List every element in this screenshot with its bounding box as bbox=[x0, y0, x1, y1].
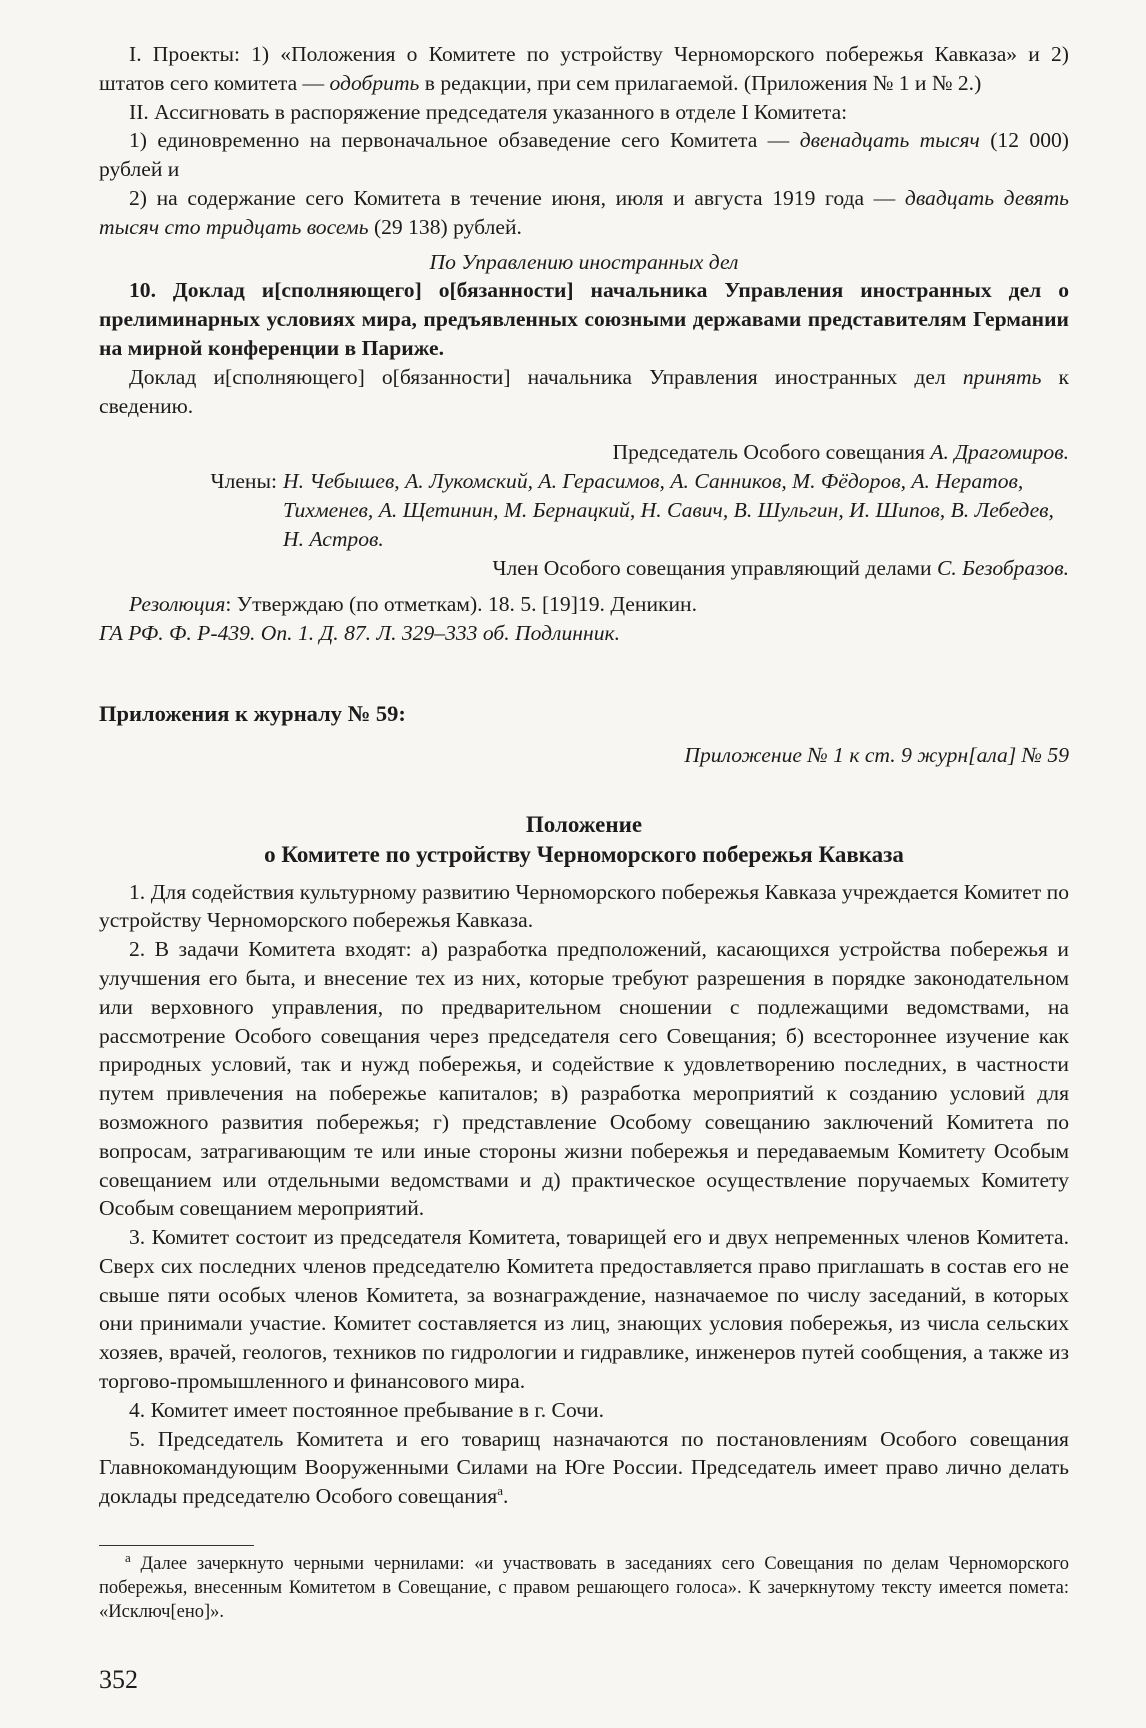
allocation-paragraph: II. Ассигновать в распоряжение председателя указанного в отделе I Комитета: bbox=[129, 99, 848, 124]
clause-5: 5. Председатель Комитета и его товарищ назначаются по постановлениям Особого совещания Главнокомандующим Вооруженными Силами на Юге России. Председатель имеет право лично делать доклады председателю Особого совещания$^а$. bbox=[99, 1426, 1069, 1509]
allocation-item-1-end: (12 000) рублей и bbox=[99, 128, 1069, 182]
regulation-title-2: о Комитете по устройству Черноморского побережья Кавказа bbox=[264, 841, 904, 867]
page-body bbox=[99, 40, 1069, 1624]
decision-text: Доклад и[сполняющего] о[бязанности] начальника Управления иностранных дел bbox=[129, 364, 963, 389]
resolution-label: Резолюция bbox=[129, 592, 226, 617]
clause-3: 3. Комитет состоит из председателя Комитета, товарищей его и двух непременных членов Комитета. Сверх сих последних членов председателю Комитета предоставляется право приглашать в состав его не свыше пяти особых членов Комитета, за вознаграждение, назначаемое по числу заседаний, в которых они принимали участие. Комитет составляется из лиц, знающих условия побережья, из числа сельских хозяев, врачей, геологов, техников по гидрологии и гидравлике, инженеров путей сообщения, а также из торгово-промышленного и финансового мира. bbox=[99, 1225, 1069, 1394]
resolution-text: : Утверждаю (по отметкам). 18. 5. [19]19. Деникин. bbox=[225, 592, 698, 617]
members-names: Н. Чебышев, А. Лукомский, А. Герасимов, А. Санников, М. Фёдоров, А. Нератов, Тихменев, А. Щетинин, М. Бернацкий, Н. Савич, В. Шульгин, И. Шипов, В. Лебедев, Н. Астров. bbox=[283, 469, 1054, 551]
allocation-item-2 bbox=[99, 184, 1069, 242]
members-label: Члены: bbox=[210, 469, 277, 494]
clause-2: 2. В задачи Комитета входят: а) разработка предположений, касающихся устройства побережья и улучшения его быта, и внесение тех из них, которые требуют разрешения в порядке законодательном или верховного управления, по предварительном сношении с подлежащими ведомствами, на рассмотрение Особого совещания через председателя сего Совещания; б) всестороннее изучение как природных условий, так и нужд побережья, и содействие к удовлетворению последних, в частности путем привлечения на побережье капиталов; в) разработка мероприятий к созданию условий для возможного развития побережья; г) представление Особому совещанию заключений Комитета по вопросам, затрагивающим те или иные стороны жизни побережья и передаваемым Комитету Особым совещанием или отдельными ведомствами и д) практическое осуществление поручаемых Комитету Особым совещанием мероприятий. bbox=[99, 937, 1069, 1221]
clause-1: 1. Для содействия культурному развитию Черноморского побережья Кавказа учреждается Комитет по устройству Черноморского побережья Кавказа. bbox=[99, 879, 1069, 933]
projects-paragraph bbox=[99, 40, 1069, 98]
clause-4: 4. Комитет имеет постоянное пребывание в г. Сочи. bbox=[129, 1397, 604, 1422]
chair-name: А. Драгомиров. bbox=[930, 440, 1069, 465]
chair-label: Председатель Особого совещания bbox=[612, 440, 931, 465]
clause-5-text: 5. Председатель Комитета и его товарищ назначаются по постановлениям Особого совещания Главнокомандующим Вооруженными Силами на Юге России. Председатель имеет право лично делать доклады председателю Особого совещания bbox=[99, 1426, 1069, 1509]
allocation-item-1-amount: двенадцать тысяч bbox=[799, 128, 980, 153]
allocation-item-1 bbox=[99, 126, 1069, 184]
item-10-heading: 10. Доклад и[сполняющего] о[бязанности] начальника Управления иностранных дел о прелиминарных условиях мира, предъявленных союзными державами представителям Германии на мирной конференции в Париже. bbox=[99, 278, 1069, 360]
projects-text: I. Проекты: 1) «Положения о Комитете по устройству Черноморского побережья Кавказа» и 2) штатов сего комитета — bbox=[99, 42, 1069, 95]
department-heading: По Управлению иностранных дел bbox=[429, 249, 739, 274]
decision-end: к сведению. bbox=[99, 364, 1069, 418]
allocation-item-2-end: (29 138) рублей. bbox=[368, 214, 522, 239]
approve-word: одобрить bbox=[329, 70, 420, 95]
manager-label: Член Особого совещания управляющий делами bbox=[492, 555, 937, 580]
footnote-text: Далее зачеркнуто черными чернилами: «и участвовать в заседаниях сего Совещания по делам Черноморского побережья, внесенным Комитетом в Совещание, с правом решающего голоса». К зачеркнутому тексту имеется помета: «Исключ[ено]». bbox=[99, 1554, 1070, 1623]
manager-name: С. Безобразов. bbox=[936, 555, 1069, 580]
appendix-title: Приложения к журналу № 59: bbox=[99, 700, 406, 726]
chair-signature bbox=[99, 438, 1069, 467]
projects-text-end: в редакции, при сем прилагаемой. (Приложения № 1 и № 2.) bbox=[419, 70, 982, 95]
signatures bbox=[99, 438, 1069, 582]
footnote bbox=[99, 1549, 1070, 1624]
allocation-item-2-text: 2) на содержание сего Комитета в течение июня, июля и августа 1919 года — bbox=[129, 185, 905, 210]
footnote-marker: а bbox=[497, 1483, 503, 1499]
item-10-decision bbox=[99, 363, 1069, 421]
decision-verb: принять bbox=[962, 364, 1042, 389]
manager-signature bbox=[99, 554, 1069, 583]
footnote-note-marker: а bbox=[125, 1549, 131, 1565]
archive-reference: ГА РФ. Ф. Р-439. Оп. 1. Д. 87. Л. 329–333 об. Подлинник. bbox=[99, 621, 620, 646]
footnote-divider bbox=[99, 1545, 254, 1546]
page-number: 352 bbox=[99, 1665, 138, 1694]
allocation-item-2-amount: двадцать девять тысяч сто тридцать восемь bbox=[99, 185, 1069, 239]
members-signature bbox=[99, 467, 1069, 553]
regulation-title-1: Положение bbox=[525, 811, 643, 837]
resolution bbox=[99, 590, 1069, 619]
appendix-reference: Приложение № 1 к ст. 9 журн[ала] № 59 bbox=[684, 742, 1069, 767]
allocation-item-1-text: 1) единовременно на первоначальное обзаведение сего Комитета — bbox=[129, 128, 800, 153]
